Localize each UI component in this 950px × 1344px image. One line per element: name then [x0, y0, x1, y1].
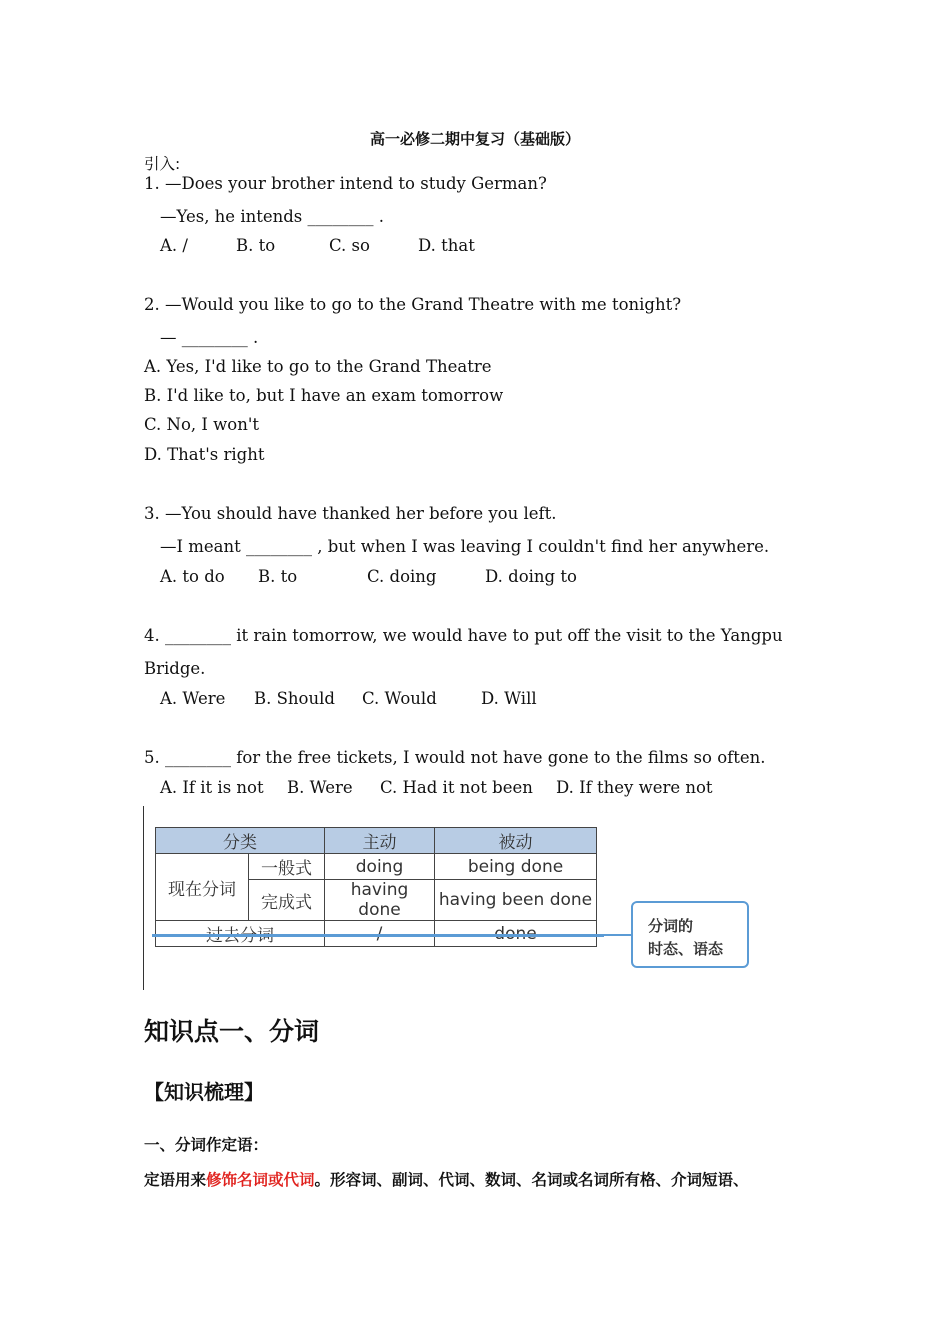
paragraph-start: 定语用来	[144, 1171, 207, 1189]
question-2-option-a: A. Yes, I'd like to go to the Grand Theatre	[144, 357, 492, 376]
callout-line-2: 时态、语态	[648, 940, 724, 958]
question-4-option-c: C. Would	[362, 689, 437, 708]
figure-underline	[152, 934, 604, 937]
question-2-option-b: B. I'd like to, but I have an exam tomorrow	[144, 386, 504, 405]
question-1-stem: 1. —Does your brother intend to study German?	[144, 174, 547, 193]
question-3-option-b: B. to	[258, 567, 298, 586]
table-row	[156, 854, 597, 880]
question-5-option-a: A. If it is not	[160, 778, 264, 797]
document-title: 高一必修二期中复习（基础版）	[369, 130, 580, 148]
callout-line-1: 分词的	[648, 917, 694, 935]
question-1-option-a: A. /	[160, 236, 188, 255]
header-passive: 被动	[435, 828, 597, 854]
question-1-option-d: D. that	[418, 236, 475, 255]
intro-label: 引入:	[144, 155, 181, 173]
question-5-option-d: D. If they were not	[556, 778, 713, 797]
question-2-option-d: D. That's right	[144, 445, 265, 464]
question-5-option-c: C. Had it not been	[380, 778, 533, 797]
point-heading: 一、分词作定语：	[144, 1136, 269, 1154]
paragraph-highlight: 修饰名词或代词	[206, 1171, 315, 1189]
present-participle-label: 现在分词	[156, 854, 249, 921]
question-2-option-c: C. No, I won't	[144, 415, 260, 434]
paragraph-end: 。形容词、副词、代词、数词、名词或名词所有格、介词短语、	[314, 1171, 749, 1189]
callout-connector	[604, 934, 632, 936]
question-2-reply: — ________ .	[160, 328, 259, 347]
figure-margin-line	[143, 806, 144, 990]
table-header-row	[156, 828, 597, 854]
question-5-stem: 5. ________ for the free tickets, I would not have gone to the films so often.	[144, 748, 766, 767]
header-active: 主动	[325, 828, 435, 854]
simple-active-cell: doing	[325, 854, 435, 880]
question-1-reply: —Yes, he intends ________ .	[160, 207, 385, 226]
question-3-option-a: A. to do	[160, 567, 225, 586]
question-3-option-c: C. doing	[367, 567, 437, 586]
participle-tense-table	[155, 827, 597, 947]
perfect-form-label: 完成式	[249, 880, 325, 921]
question-4-option-b: B. Should	[254, 689, 335, 708]
question-4-stem: 4. ________ it rain tomorrow, we would have to put off the visit to the Yangpu	[144, 626, 783, 645]
header-category: 分类	[156, 828, 325, 854]
question-4-option-a: A. Were	[160, 689, 226, 708]
question-1-option-b: B. to	[236, 236, 276, 255]
callout-box	[631, 901, 749, 968]
perfect-active-cell: having done	[325, 880, 435, 921]
simple-passive-cell: being done	[435, 854, 597, 880]
perfect-passive-cell: having been done	[435, 880, 597, 921]
question-3-stem: 3. —You should have thanked her before you left.	[144, 504, 557, 523]
simple-form-label: 一般式	[249, 854, 325, 880]
section-heading: 知识点一、分词	[144, 1017, 320, 1046]
question-3-reply: —I meant ________ , but when I was leaving I couldn't find her anywhere.	[160, 537, 770, 556]
question-1-option-c: C. so	[329, 236, 370, 255]
definition-paragraph	[144, 1168, 749, 1190]
section-subheading: 【知识梳理】	[144, 1080, 264, 1104]
question-4-stem-continued: Bridge.	[144, 659, 206, 678]
question-2-stem: 2. —Would you like to go to the Grand Theatre with me tonight?	[144, 295, 682, 314]
question-4-option-d: D. Will	[481, 689, 537, 708]
question-5-option-b: B. Were	[287, 778, 353, 797]
question-3-option-d: D. doing to	[485, 567, 577, 586]
